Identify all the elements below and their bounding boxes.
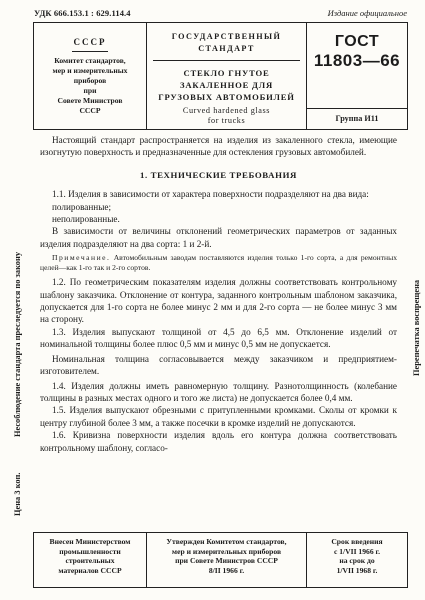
clause-1-1-grades: В зависимости от величины отклонений геометрических параметров от заданных изделия подразделяют на два сорта: 1 и 2-й. [40, 226, 397, 249]
right-margin [412, 279, 421, 377]
udk-code: УДК 666.153.1 : 629.114.4 [34, 8, 131, 18]
note-text: Автомобильным заводам поставляются изделия только 1-го сорта, а для ремонтных целей—как 1-го так и 2-го сортов. [40, 253, 397, 273]
country-label: СССР [73, 37, 107, 47]
legal-notice: Несоблюдение стандарта преследуется по закону [13, 251, 22, 437]
group-code: Группа И11 [307, 108, 407, 129]
note-label: Примечание. [52, 253, 111, 263]
gost-number: ГОСТ 11803—66 [313, 33, 401, 70]
title-column [147, 23, 307, 129]
footer-block [33, 532, 408, 588]
reprint-notice: Перепечатка воспрещена [412, 279, 421, 376]
document-title-english: Curved hardened glass for trucks [182, 106, 271, 125]
issuer-column [34, 23, 147, 129]
clause-1-3: 1.3. Изделия выпускают толщиной от 4,5 до 6,5 мм. Отклонение изделий от номинальной толщины более плюс 0,5 мм и минус 0,5 мм не допускается. [40, 326, 397, 350]
clause-1-3-note: Номинальная толщина согласовывается между заказчиком и предприятием-изготовителем. [40, 353, 397, 377]
divider [72, 51, 108, 52]
effective-dates: Срок введения с 1/VII 1966 г. на срок до 1/VII 1968 г. [331, 537, 383, 575]
clause-1-5: 1.5. Изделия выпускают обрезными с притупленными кромками. Сколы от кромки к центру глубиной более 3 мм, а также посечки в кромке изделий не допускаются. [40, 405, 397, 428]
standard-type: ГОСУДАРСТВЕННЫЙ СТАНДАРТ [171, 32, 282, 53]
document-body [40, 134, 397, 526]
kind-item-2: неполированные. [52, 214, 120, 225]
kind-item-1: полированные; [52, 201, 112, 212]
clause-1-2: 1.2. По геометрическим показателям изделия должны соответствовать контрольному шаблону заказчика. Отклонение от контура, заданного контрольным шаблоном заказчика, допускается для 1-го сорта не более минус 2 мм и для 2-го сорта — не более минус 3 мм на сторону. [40, 277, 397, 325]
left-margin-notice [13, 251, 22, 438]
intro-paragraph: Настоящий стандарт распространяется на изделия из закаленного стекла, имеющие изогнутую поверхность и предназначенные для остекления грузовых автомобилей. [40, 135, 397, 158]
introduced-by: Внесен Министерством промышленности строительных материалов СССР [34, 533, 147, 587]
document-title: СТЕКЛО ГНУТОЕ ЗАКАЛЕННОЕ ДЛЯ ГРУЗОВЫХ АВТОМОБИЛЕЙ [158, 68, 295, 102]
price-label: Цена 3 коп. [13, 472, 22, 516]
note [40, 253, 397, 273]
header-block [33, 22, 408, 130]
gost-column [307, 23, 407, 129]
approved-by: Утвержден Комитетом стандартов, мер и измерительных приборов при Совете Министров СССР 8/II 1966 г. [147, 533, 307, 587]
left-margin [13, 472, 22, 517]
edition-label: Издание официальное [327, 8, 407, 18]
clause-1-6: 1.6. Кривизна поверхности изделия вдоль его контура должна соответствовать контрольному шаблону, согласо- [40, 430, 397, 453]
clause-1-4: 1.4. Изделия должны иметь равномерную толщину. Разнотолщинность (колебание толщины в разных местах одного и того же листа) не допускается более 0,4 мм. [40, 380, 397, 403]
section-title: 1. ТЕХНИЧЕСКИЕ ТРЕБОВАНИЯ [140, 169, 297, 180]
top-line [34, 6, 407, 20]
committee-name: Комитет стандартов, мер и измерительных приборов при Совете Министров СССР [52, 56, 128, 115]
divider [153, 60, 300, 61]
clause-1-1: 1.1. Изделия в зависимости от характера поверхности подразделяют на два вида: [52, 189, 369, 200]
